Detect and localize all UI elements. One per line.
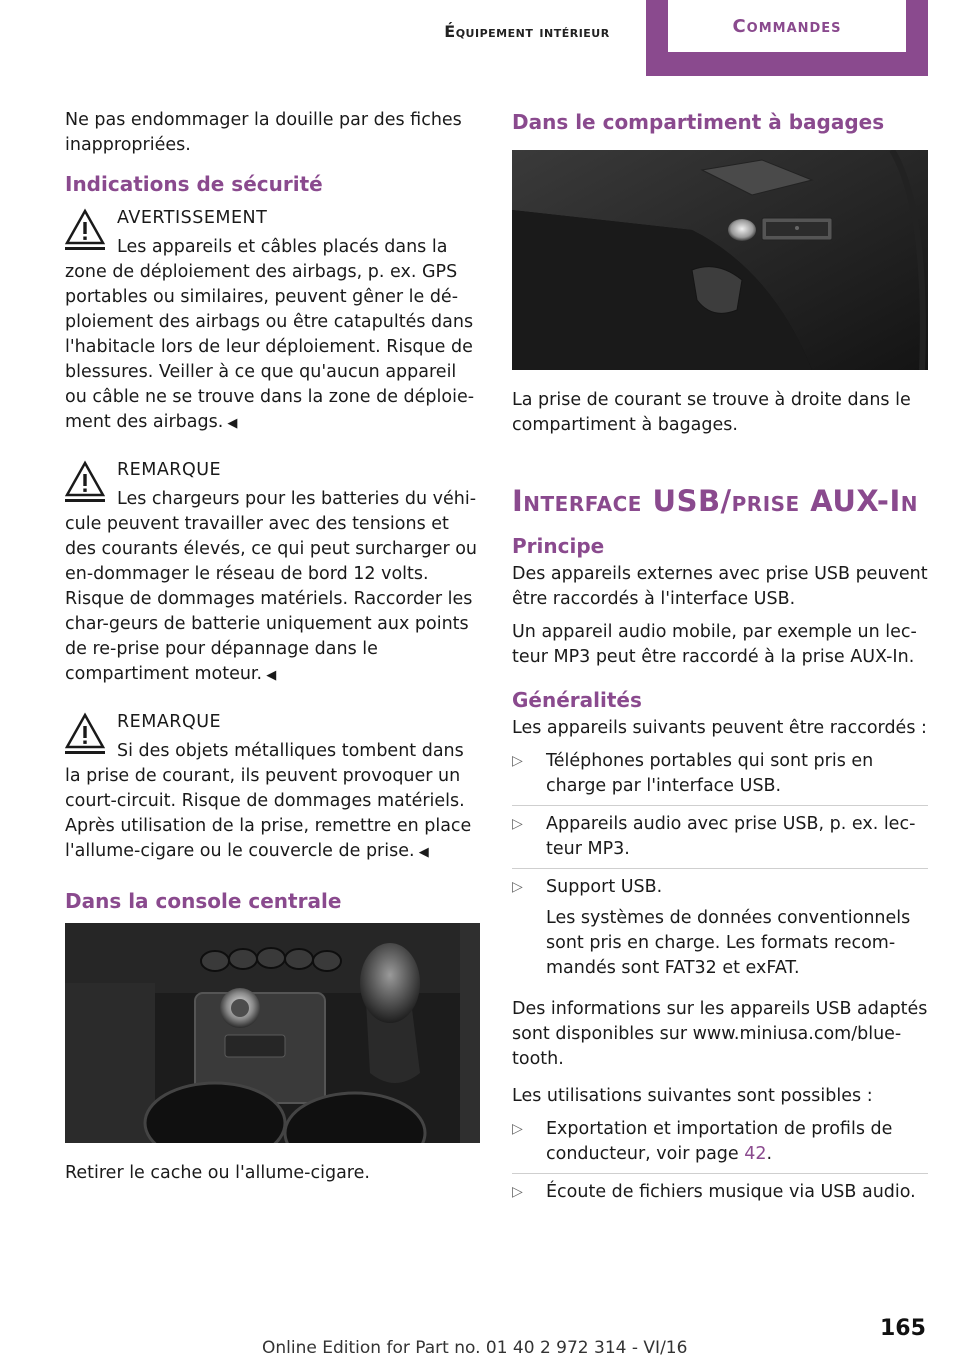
list-item-text: Appareils audio avec prise USB, p. ex. lec-teur MP3. [546, 814, 916, 859]
list-item-text: Téléphones portables qui sont pris en charge par l'interface USB. [546, 751, 874, 796]
triangle-bullet-icon: ▷ [512, 1121, 523, 1137]
end-mark-icon: ◀ [262, 668, 277, 683]
notice-title: REMARQUE [117, 460, 222, 480]
console-illustration [65, 923, 480, 1143]
console-caption: Retirer le cache ou l'allume-cigare. [65, 1163, 370, 1183]
uses-list [512, 1117, 928, 1211]
warning-block [65, 206, 480, 436]
end-mark-icon: ◀ [414, 845, 429, 860]
principle-paragraph: Des appareils externes avec prise USB peuvent être raccordés à l'interface USB. [512, 564, 928, 609]
notice-block [65, 458, 480, 688]
header-section-title: Équipement intérieur [444, 21, 610, 41]
trunk-heading: Dans le compartiment à bagages [512, 110, 885, 134]
trunk-illustration [512, 150, 928, 370]
page-link[interactable]: 42 [744, 1144, 767, 1164]
list-item-subtext: Les systèmes de données conventionnels sont pris en charge. Les formats recom-mandés sont FAT32 et exFAT. [546, 908, 911, 978]
footer-edition: Online Edition for Part no. 01 40 2 972 314 - VI/16 [262, 1338, 688, 1358]
warning-triangle-icon [65, 712, 105, 754]
triangle-bullet-icon: ▷ [512, 1184, 523, 1200]
general-heading: Généralités [512, 688, 642, 712]
notice-title: REMARQUE [117, 712, 222, 732]
principle-paragraph: Un appareil audio mobile, par exemple un lec-teur MP3 peut être raccordé à la prise AUX-In. [512, 622, 917, 667]
uses-intro: Les utilisations suivantes sont possibles : [512, 1086, 873, 1106]
console-socket-photo [65, 923, 480, 1143]
warning-triangle-icon [65, 460, 105, 502]
list-item [512, 1180, 928, 1211]
safety-heading: Indications de sécurité [65, 172, 323, 196]
console-heading: Dans la console centrale [65, 889, 342, 913]
trunk-socket-photo [512, 150, 928, 370]
info-paragraph: Des informations sur les appareils USB adaptés sont disponibles sur www.miniusa.com/blue-tooth. [512, 999, 928, 1069]
left-column [65, 108, 480, 1198]
list-item [512, 812, 928, 869]
list-item-text: Support USB. [546, 877, 663, 897]
warning-title: AVERTISSEMENT [117, 208, 268, 228]
principle-heading: Principe [512, 534, 605, 558]
list-item: ▷ Exportation et importation de profils de conducteur, voir page 42. [512, 1117, 928, 1174]
trunk-caption: La prise de courant se trouve à droite dans le compartiment à bagages. [512, 390, 911, 435]
header-tab-commandes[interactable]: Commandes [668, 0, 906, 52]
list-item [512, 749, 928, 806]
notice-text: Si des objets métalliques tombent dans la prise de courant, ils peuvent provoquer un court-circuit. Risque de dommages matériels. Après utilisation de la prise, remettre en place l'allume-cigare ou le couvercle de prise. [65, 741, 472, 861]
notice-text: Les chargeurs pour les batteries du véhi-cule peuvent travailler avec des tensions et des courants élevés, ce qui peut surcharger ou en-dommager le réseau de bord 12 volts. Risque de dommages matériels. Raccorder les char-geurs de batterie uniquement aux points de re-prise pour dépannage dans le compartiment moteur. [65, 489, 478, 684]
warning-triangle-icon [65, 208, 105, 250]
device-list [512, 749, 928, 987]
triangle-bullet-icon: ▷ [512, 753, 523, 769]
triangle-bullet-icon: ▷ [512, 816, 523, 832]
warning-text: Les appareils et câbles placés dans la zone de déploiement des airbags, p. ex. GPS portables ou similaires, peuvent gêner le dé-ploiement des airbags ou être catapultés dans l'habitacle lors de leur déploiement. Risque de blessures. Veiller à ce que qu'aucun appareil ou câble ne se trouve dans la zone de déploie-ment des airbags. [65, 237, 475, 432]
right-column [512, 108, 928, 1221]
end-mark-icon: ◀ [223, 416, 238, 431]
general-intro: Les appareils suivants peuvent être raccordés : [512, 718, 927, 738]
usb-heading: Interface USB/prise AUX-In [512, 484, 918, 518]
list-item-text: Écoute de fichiers musique via USB audio. [546, 1182, 916, 1202]
list-item-text: Exportation et importation de profils de conducteur, voir page [546, 1119, 893, 1164]
page-number: 165 [880, 1316, 926, 1341]
list-item [512, 875, 928, 987]
intro-text: Ne pas endommager la douille par des fiches inappropriées. [65, 110, 462, 155]
triangle-bullet-icon: ▷ [512, 879, 523, 895]
notice-block [65, 710, 480, 865]
